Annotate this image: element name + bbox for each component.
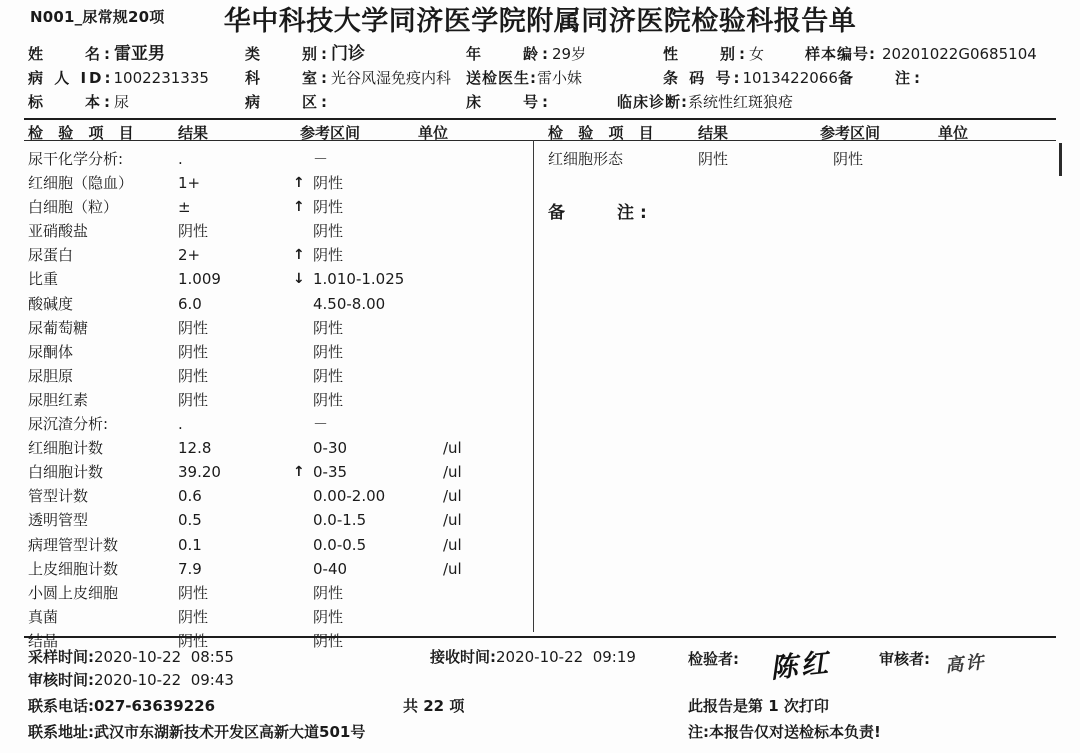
cell-reference: 阴性 [313,198,344,217]
cell-item: 尿胆原 [28,366,74,385]
receive-time-value: 2020-10-22 09:19 [496,648,636,666]
field-note-label: 备 注: [838,69,924,87]
cell-reference: 阴性 [313,222,344,241]
divider-right-mark [1059,143,1062,176]
field-sample-no [805,42,1037,66]
cell-result: 2+ [178,246,201,265]
cell-result: 1+ [178,174,201,193]
field-specimen-label: 标 本: [28,93,114,111]
cell-result: 阴性 [178,607,209,626]
sample-time [28,650,234,665]
cell-reference: 阴性 [313,631,344,650]
table-row [28,533,528,557]
cell-flag: ↑ [293,199,305,216]
cell-item: 白细胞计数 [28,463,104,482]
field-sex [663,42,764,66]
field-specimen-value: 尿 [114,93,130,111]
table-row [28,460,528,484]
cell-item: 尿胆红素 [28,390,89,409]
cell-reference: － [313,415,329,434]
column-header-reference-right: 参考区间 [820,124,881,142]
cell-unit: /ul [443,487,462,506]
cell-reference: 阴性 [313,607,344,626]
contact-phone [28,699,215,714]
patient-info-row-1 [0,42,1080,66]
table-row [28,195,528,219]
table-row [28,171,528,195]
column-header-unit: 单位 [418,124,449,142]
cell-flag: ↑ [293,175,305,192]
sample-time-value: 2020-10-22 08:55 [94,648,234,666]
cell-item: 亚硝酸盐 [28,222,89,241]
cell-result: 1.009 [178,270,221,289]
table-row [28,364,528,388]
field-sex-label: 性 别: [663,45,749,63]
cell-unit: /ul [443,535,462,554]
cell-item: 病理管型计数 [28,535,119,554]
field-type-label: 类 别: [245,45,331,63]
cell-item: 尿沉渣分析: [28,415,109,434]
column-header-result-right: 结果 [698,124,729,142]
print-count: 此报告是第 1 次打印 [688,697,829,715]
cell-reference: － [313,150,329,168]
cell-item: 结晶 [28,631,59,650]
divider-vertical-center [533,140,534,632]
cell-item: 比重 [28,270,59,289]
cell-result: 阴性 [178,583,209,602]
cell-reference: 阴性 [313,318,344,337]
tester-signature: 陈 红 [768,648,827,685]
cell-result: 阴性 [178,390,209,409]
column-header-result: 结果 [178,124,209,142]
auditor-label: 审核者: [879,650,930,668]
cell-flag: ↓ [293,271,305,288]
column-header-reference: 参考区间 [300,124,361,142]
field-sample-no-label: 样本编号: [805,45,876,63]
table-row [28,436,528,460]
cell-item: 尿干化学分析: [28,150,124,168]
patient-info-row-3 [0,90,1080,114]
table-row [28,412,528,436]
cell-item: 上皮细胞计数 [28,559,119,578]
field-age-label: 年 龄: [466,45,552,63]
field-bed-label: 床 号: [466,93,552,111]
table-row [28,557,528,581]
column-header-item: 检 验 项 目 [28,124,139,142]
cell-result: 阴性 [698,150,729,168]
cell-result: 阴性 [178,366,209,385]
cell-reference: 阴性 [313,366,344,385]
field-ward-label: 病 区: [245,93,331,111]
field-type [245,42,365,66]
cell-result: 0.5 [178,511,202,530]
field-department [245,66,451,90]
cell-item: 红细胞（隐血） [28,174,134,193]
cell-item: 真菌 [28,607,59,626]
cell-reference: 0-40 [313,559,348,578]
table-row [28,316,528,340]
field-specimen [28,90,129,114]
field-note [838,66,924,90]
field-ward [245,90,331,114]
cell-result: . [178,415,183,434]
divider-top [24,118,1056,120]
sample-time-label: 采样时间: [28,648,94,666]
field-name [28,42,165,66]
table-row [28,267,528,291]
page-title: 华中科技大学同济医学院附属同济医院检验科报告单 [223,6,857,37]
cell-result: 6.0 [178,294,202,313]
cell-flag: ↑ [293,247,305,264]
cell-result: 39.20 [178,463,221,482]
receive-time [430,650,636,665]
field-diagnosis [617,90,793,114]
field-patient-id-value: 1002231335 [113,69,209,87]
field-name-value: 雷亚男 [114,44,165,64]
contact-address-value: 武汉市东湖新技术开发区高新大道501号 [94,723,366,741]
results-table-right [548,147,1048,171]
cell-result: 阴性 [178,342,209,361]
results-table-left [28,147,528,653]
audit-time-label: 审核时间: [28,671,94,689]
audit-time [28,673,234,688]
audit-time-value: 2020-10-22 09:43 [94,671,234,689]
cell-result: . [178,150,183,168]
cell-reference: 0.0-1.5 [313,511,367,530]
field-barcode-value: 1013422066 [742,69,838,87]
table-row [548,147,1048,171]
cell-result: 阴性 [178,222,209,241]
table-row [28,605,528,629]
field-doctor [466,66,582,90]
cell-reference: 阴性 [313,390,344,409]
cell-item: 尿酮体 [28,342,74,361]
field-doctor-label: 送检医生: [466,69,537,87]
field-bed [466,90,552,114]
field-diagnosis-value: 系统性红斑狼疮 [688,93,794,111]
contact-address [28,725,365,740]
cell-item: 小圆上皮细胞 [28,583,119,602]
patient-info-row-2 [0,66,1080,90]
total-items: 共 22 项 [403,697,465,715]
cell-item: 尿蛋白 [28,246,74,265]
table-header-left [28,122,528,140]
cell-reference: 阴性 [313,174,344,193]
table-row [28,147,528,171]
disclaimer: 注:本报告仅对送检标本负责! [688,723,881,741]
cell-result: 阴性 [178,631,209,650]
cell-reference: 阴性 [313,583,344,602]
field-sex-value: 女 [749,45,765,63]
field-barcode-label: 条 码 号: [663,69,743,87]
cell-item: 红细胞形态 [548,150,624,168]
cell-item: 酸碱度 [28,294,74,313]
table-header-right [548,122,1048,140]
contact-phone-value: 027-63639226 [94,697,216,715]
table-row [28,581,528,605]
cell-result: 0.6 [178,487,202,506]
field-patient-id [28,66,209,90]
field-department-value: 光谷风湿免疫内科 [331,69,452,87]
cell-reference: 1.010-1.025 [313,270,405,289]
cell-item: 白细胞（粒） [28,198,119,217]
contact-phone-label: 联系电话: [28,697,94,715]
contact-address-label: 联系地址: [28,723,94,741]
cell-item: 管型计数 [28,487,89,506]
table-row [28,340,528,364]
cell-item: 透明管型 [28,511,89,530]
cell-unit: /ul [443,439,462,458]
cell-unit: /ul [443,559,462,578]
table-row [28,243,528,267]
field-department-label: 科 室: [245,69,331,87]
field-age-value: 29岁 [552,45,587,63]
table-row [28,292,528,316]
column-header-item-right: 检 验 项 目 [548,124,659,142]
cell-item: 尿葡萄糖 [28,318,89,337]
cell-result: 0.1 [178,535,202,554]
table-row [28,508,528,532]
receive-time-label: 接收时间: [430,648,496,666]
remark-label: 备 注: [548,203,653,223]
cell-reference: 阴性 [313,342,344,361]
cell-reference: 0.00-2.00 [313,487,386,506]
field-age [466,42,586,66]
patient-info-block [0,42,1080,114]
cell-result: 12.8 [178,439,212,458]
cell-unit: /ul [443,463,462,482]
column-header-unit-right: 单位 [938,124,969,142]
cell-reference: 阴性 [313,246,344,265]
tester-label: 检验者: [688,650,739,668]
cell-reference: 0-35 [313,463,348,482]
field-diagnosis-label: 临床诊断: [617,93,688,111]
field-barcode [663,66,838,90]
field-patient-id-label: 病 人 ID: [28,69,114,87]
cell-flag: ↑ [293,464,305,481]
field-sample-no-value: 20201022G0685104 [882,45,1037,63]
table-row [28,484,528,508]
cell-unit: /ul [443,511,462,530]
cell-result: ± [178,198,191,217]
table-row [28,388,528,412]
cell-reference: 0.0-0.5 [313,535,367,554]
auditor-signature: 高 许 [944,652,983,677]
cell-item: 红细胞计数 [28,439,104,458]
field-name-label: 姓 名: [28,45,114,63]
cell-reference: 0-30 [313,439,348,458]
table-row [28,219,528,243]
cell-reference: 4.50-8.00 [313,294,386,313]
cell-result: 阴性 [178,318,209,337]
document-code: N001_尿常规20项 [30,8,165,26]
field-type-value: 门诊 [331,44,365,64]
cell-result: 7.9 [178,559,202,578]
field-doctor-value: 雷小妹 [537,69,583,87]
cell-reference: 阴性 [833,150,864,168]
